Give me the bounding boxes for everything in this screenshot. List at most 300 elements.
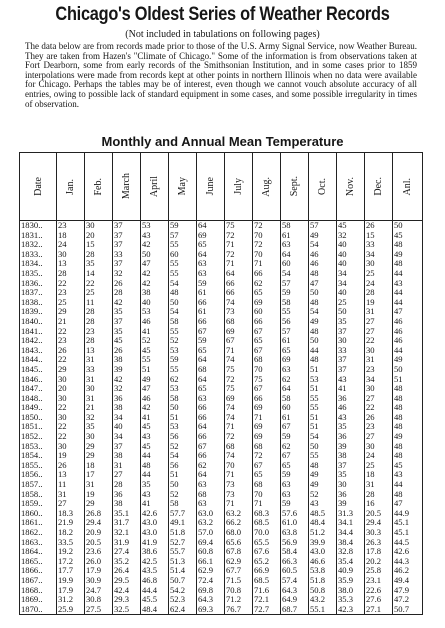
temperature-cell: 63.2 (225, 509, 253, 519)
temperature-cell: 57.6 (281, 509, 309, 519)
temperature-cell: 66 (197, 317, 225, 327)
temperature-cell: 39 (113, 365, 141, 375)
page-title: Chicago's Oldest Series of Weather Records (55, 4, 390, 25)
table-row (20, 336, 423, 346)
temperature-cell: 64 (197, 250, 225, 260)
temperature-cell: 30 (337, 480, 365, 490)
temperature-cell: 60.5 (281, 566, 309, 576)
temperature-cell: 69 (253, 298, 281, 308)
table-row (20, 240, 423, 250)
temperature-cell: 73 (225, 480, 253, 490)
temperature-cell: 66 (253, 269, 281, 279)
temperature-cell: 70 (253, 231, 281, 241)
temperature-cell: 33 (113, 250, 141, 260)
temperature-cell: 49 (393, 432, 423, 442)
temperature-cell: 27 (365, 394, 393, 404)
temperature-cell: 43 (393, 279, 423, 289)
column-header-label: Aug. (261, 176, 272, 197)
temperature-cell: 74 (225, 298, 253, 308)
temperature-cell: 68 (197, 490, 225, 500)
year-cell: 1849.. (20, 403, 57, 413)
temperature-cell: 66 (197, 298, 225, 308)
temperature-cell: 75 (225, 365, 253, 375)
temperature-cell: 48 (141, 461, 169, 471)
temperature-cell: 67 (225, 336, 253, 346)
temperature-cell: 34 (337, 279, 365, 289)
temperature-cell: 22 (57, 355, 85, 365)
temperature-cell: 66.2 (225, 518, 253, 528)
temperature-cell: 71 (225, 499, 253, 509)
temperature-cell: 37 (113, 221, 141, 231)
temperature-cell: 66 (253, 317, 281, 327)
temperature-cell: 42 (141, 269, 169, 279)
table-row (20, 221, 423, 231)
temperature-cell: 31 (57, 490, 85, 500)
temperature-cell: 50 (337, 307, 365, 317)
year-cell: 1858.. (20, 490, 57, 500)
temperature-cell: 65.5 (253, 538, 281, 548)
temperature-cell: 38 (113, 355, 141, 365)
year-cell: 1852.. (20, 432, 57, 442)
temperature-cell: 71 (225, 259, 253, 269)
year-cell: 1865.. (20, 557, 57, 567)
temperature-cell: 58.4 (281, 547, 309, 557)
temperature-cell: 22 (365, 336, 393, 346)
column-header (113, 153, 141, 221)
temperature-cell: 37 (337, 327, 365, 337)
temperature-cell: 28 (85, 336, 113, 346)
temperature-cell: 43 (141, 432, 169, 442)
temperature-cell: 36 (337, 490, 365, 500)
temperature-cell: 32.5 (113, 605, 141, 615)
year-cell: 1843.. (20, 346, 57, 356)
temperature-cell: 43.5 (141, 566, 169, 576)
temperature-cell: 21 (57, 317, 85, 327)
temperature-cell: 65 (253, 336, 281, 346)
temperature-cell: 71.5 (225, 576, 253, 586)
table-row (20, 422, 423, 432)
temperature-cell: 59 (169, 355, 197, 365)
temperature-cell: 27 (365, 317, 393, 327)
temperature-cell: 72.4 (197, 576, 225, 586)
temperature-cell: 48 (393, 490, 423, 500)
temperature-cell: 30 (57, 250, 85, 260)
table-row (20, 355, 423, 365)
temperature-cell: 43 (309, 499, 337, 509)
column-header (225, 153, 253, 221)
temperature-cell: 53 (141, 221, 169, 231)
temperature-cell: 51.8 (309, 576, 337, 586)
temperature-cell: 48.5 (309, 509, 337, 519)
temperature-cell: 18 (365, 470, 393, 480)
temperature-cell: 45 (337, 221, 365, 231)
year-cell: 1837.. (20, 288, 57, 298)
temperature-cell: 48 (393, 422, 423, 432)
temperature-cell: 62 (281, 375, 309, 385)
temperature-cell: 28 (85, 250, 113, 260)
temperature-cell: 63 (197, 269, 225, 279)
temperature-cell: 34 (337, 269, 365, 279)
temperature-cell: 25 (365, 461, 393, 471)
temperature-cell: 66.3 (281, 557, 309, 567)
temperature-cell: 52.3 (169, 595, 197, 605)
temperature-cell: 52 (169, 442, 197, 452)
temperature-cell: 22.6 (365, 586, 393, 596)
table-row (20, 470, 423, 480)
temperature-cell: 62.9 (225, 557, 253, 567)
temperature-cell: 68.5 (253, 518, 281, 528)
year-cell: 1845.. (20, 365, 57, 375)
temperature-cell: 33.5 (57, 538, 85, 548)
temperature-cell: 11 (85, 298, 113, 308)
temperature-cell: 61 (281, 336, 309, 346)
temperature-cell: 21.9 (57, 518, 85, 528)
temperature-cell: 61 (197, 288, 225, 298)
temperature-cell: 43 (141, 490, 169, 500)
temperature-cell: 35 (113, 327, 141, 337)
temperature-cell: 59 (281, 288, 309, 298)
temperature-cell: 57 (281, 327, 309, 337)
temperature-cell: 57.4 (281, 576, 309, 586)
table-row (20, 307, 423, 317)
temperature-cell: 36 (337, 432, 365, 442)
temperature-cell: 50.7 (169, 576, 197, 586)
temperature-cell: 15 (365, 231, 393, 241)
temperature-cell: 23 (57, 221, 85, 231)
year-cell: 1848.. (20, 394, 57, 404)
temperature-cell: 28 (113, 480, 141, 490)
temperature-cell: 13 (57, 470, 85, 480)
temperature-cell: 70 (253, 490, 281, 500)
temperature-cell: 31 (85, 394, 113, 404)
temperature-cell: 51 (309, 413, 337, 423)
temperature-cell: 74 (225, 451, 253, 461)
temperature-cell: 22 (57, 327, 85, 337)
table-row (20, 605, 423, 615)
temperature-cell: 25 (57, 298, 85, 308)
temperature-cell: 73 (225, 307, 253, 317)
temperature-cell: 37 (113, 259, 141, 269)
temperature-cell: 57 (309, 221, 337, 231)
temperature-cell: 51 (309, 422, 337, 432)
temperature-cell: 19.2 (57, 547, 85, 557)
year-cell: 1855.. (20, 461, 57, 471)
temperature-cell: 74 (225, 355, 253, 365)
column-header-label: Date (32, 177, 44, 196)
temperature-cell: 19.9 (57, 576, 85, 586)
temperature-cell: 37 (337, 461, 365, 471)
temperature-cell: 50 (309, 442, 337, 452)
temperature-cell: 60.8 (197, 547, 225, 557)
temperature-cell: 35.1 (113, 509, 141, 519)
temperature-cell: 46 (393, 317, 423, 327)
temperature-cell: 51 (169, 413, 197, 423)
table-row (20, 375, 423, 385)
temperature-cell: 50 (309, 288, 337, 298)
temperature-cell: 29.3 (113, 595, 141, 605)
table-row (20, 298, 423, 308)
temperature-cell: 24 (57, 240, 85, 250)
temperature-cell: 64 (281, 250, 309, 260)
temperature-cell: 30 (337, 336, 365, 346)
table-row (20, 451, 423, 461)
temperature-cell: 23 (57, 336, 85, 346)
temperature-cell: 26.0 (85, 557, 113, 567)
temperature-cell: 18 (57, 231, 85, 241)
column-header-label: June (205, 177, 216, 196)
temperature-cell: 29 (85, 442, 113, 452)
temperature-cell: 72.1 (253, 595, 281, 605)
temperature-cell: 34.1 (337, 518, 365, 528)
temperature-cell: 67 (281, 422, 309, 432)
temperature-cell: 26 (365, 413, 393, 423)
temperature-cell: 65.2 (253, 557, 281, 567)
temperature-cell: 55.1 (309, 605, 337, 615)
temperature-cell: 50 (141, 250, 169, 260)
temperature-cell: 44.4 (141, 586, 169, 596)
temperature-cell: 35.9 (337, 576, 365, 586)
temperature-cell: 46.8 (141, 576, 169, 586)
temperature-cell: 29.4 (365, 518, 393, 528)
temperature-cell: 48 (393, 394, 423, 404)
temperature-cell: 52 (169, 336, 197, 346)
temperature-cell: 34 (113, 413, 141, 423)
table-row (20, 509, 423, 519)
temperature-cell: 72 (253, 451, 281, 461)
temperature-cell: 49 (393, 250, 423, 260)
temperature-cell: 48 (393, 259, 423, 269)
column-header-label: Dec. (373, 177, 384, 196)
temperature-cell: 26 (57, 461, 85, 471)
temperature-cell: 42.6 (141, 509, 169, 519)
temperature-cell: 31.2 (57, 595, 85, 605)
table-row (20, 538, 423, 548)
temperature-cell: 71 (253, 499, 281, 509)
temperature-cell: 44 (141, 470, 169, 480)
temperature-cell: 31 (85, 375, 113, 385)
table-row (20, 394, 423, 404)
temperature-cell: 71.6 (253, 586, 281, 596)
temperature-cell: 31 (113, 461, 141, 471)
temperature-cell: 42 (141, 403, 169, 413)
temperature-cell: 27.1 (365, 605, 393, 615)
temperature-cell: 55 (169, 240, 197, 250)
temperature-cell: 62 (281, 442, 309, 452)
temperature-cell: 63 (281, 490, 309, 500)
temperature-cell: 37 (113, 317, 141, 327)
section-title: Monthly and Annual Mean Temperature (101, 134, 344, 149)
temperature-cell: 53 (141, 307, 169, 317)
temperature-cell: 31 (365, 355, 393, 365)
temperature-cell: 67 (253, 327, 281, 337)
temperature-cell: 64 (197, 375, 225, 385)
temperature-cell: 38.0 (337, 586, 365, 596)
temperature-cell: 42 (141, 279, 169, 289)
temperature-cell: 53 (169, 422, 197, 432)
intro-paragraph: The data below are from records made prior to those of the U.S. Army Signal Service, now Weather Bureau. They are taken from Hazen's "Climate of Chicago." Some of the information is from observations taken at Fort Dearborn, some from early records of the Smithsonian Institution, and in some cases prior to 1859 interpolations were made from records kept at other points in northern Illinois when no data were available for Chicago. Perhaps the tables may be of interest, even though we cannot vouch absolute accuracy of all entries, owing to possible lack of standard equipment in some cases, and some possible irregularity in times of observation. (25, 41, 417, 109)
temperature-cell: 34 (365, 250, 393, 260)
temperature-cell: 35.2 (113, 557, 141, 567)
temperature-cell: 37 (113, 240, 141, 250)
temperature-cell: 63 (197, 499, 225, 509)
temperature-cell: 38 (113, 499, 141, 509)
temperature-cell: 39 (337, 442, 365, 452)
temperature-cell: 44 (309, 346, 337, 356)
temperature-cell: 68 (225, 442, 253, 452)
temperature-cell: 65 (197, 384, 225, 394)
year-cell: 1861.. (20, 518, 57, 528)
table-row (20, 557, 423, 567)
temperature-cell: 22 (365, 403, 393, 413)
temperature-cell: 23 (85, 327, 113, 337)
temperature-cell: 32 (337, 231, 365, 241)
column-header (253, 153, 281, 221)
temperature-cell: 41 (141, 413, 169, 423)
temperature-cell: 64 (225, 269, 253, 279)
column-header-label: May (177, 177, 188, 196)
temperature-cell: 50.7 (393, 605, 423, 615)
temperature-cell: 37 (337, 365, 365, 375)
temperature-cell: 28 (365, 288, 393, 298)
temperature-cell: 69 (253, 403, 281, 413)
temperature-cell: 47.2 (393, 595, 423, 605)
table-row (20, 547, 423, 557)
temperature-cell: 46 (337, 403, 365, 413)
temperature-cell: 43 (337, 375, 365, 385)
temperature-cell: 58 (281, 394, 309, 404)
column-header-label: Feb. (93, 177, 104, 196)
temperature-cell: 65 (281, 346, 309, 356)
temperature-cell: 54 (309, 307, 337, 317)
temperature-cell: 41 (141, 327, 169, 337)
temperature-cell: 46 (309, 259, 337, 269)
table-row (20, 365, 423, 375)
temperature-cell: 22 (57, 422, 85, 432)
temperature-cell: 18.2 (57, 528, 85, 538)
temperature-cell: 68 (253, 480, 281, 490)
temperature-cell: 64 (197, 422, 225, 432)
temperature-cell: 63 (197, 480, 225, 490)
temperature-cell: 43.0 (309, 547, 337, 557)
temperature-cell: 51.4 (169, 566, 197, 576)
page-subtitle: (Not included in tabulations on following pages) (125, 29, 320, 40)
temperature-cell: 28 (365, 490, 393, 500)
temperature-cell: 36 (113, 394, 141, 404)
temperature-cell: 46 (393, 336, 423, 346)
temperature-cell: 31 (365, 307, 393, 317)
column-header-label: March (121, 173, 132, 200)
temperature-cell: 69.3 (197, 605, 225, 615)
temperature-cell: 19 (57, 451, 85, 461)
temperature-cell: 59 (169, 221, 197, 231)
temperature-cell: 29.4 (85, 518, 113, 528)
temperature-cell: 63.8 (281, 528, 309, 538)
temperature-cell: 25 (337, 298, 365, 308)
temperature-cell: 57 (281, 279, 309, 289)
temperature-cell: 56 (169, 461, 197, 471)
temperature-cell: 42 (113, 298, 141, 308)
temperature-cell: 29 (85, 499, 113, 509)
temperature-cell: 23.6 (85, 547, 113, 557)
temperature-cell: 66.1 (197, 557, 225, 567)
temperature-cell: 49 (141, 375, 169, 385)
temperature-cell: 59 (197, 336, 225, 346)
temperature-cell: 23.1 (365, 576, 393, 586)
year-cell: 1862.. (20, 528, 57, 538)
temperature-cell: 35 (337, 470, 365, 480)
temperature-cell: 67 (253, 461, 281, 471)
column-header-label: Anl. (402, 177, 413, 196)
temperature-cell: 71 (253, 259, 281, 269)
temperature-cell: 54 (309, 432, 337, 442)
temperature-cell: 50 (309, 336, 337, 346)
temperature-cell: 32.8 (337, 547, 365, 557)
temperature-cell: 69 (253, 432, 281, 442)
column-header (309, 153, 337, 221)
year-cell: 1860.. (20, 509, 57, 519)
temperature-cell: 40 (337, 259, 365, 269)
table-row (20, 413, 423, 423)
column-header-label: Nov. (345, 176, 356, 197)
year-cell: 1854.. (20, 451, 57, 461)
temperature-cell: 24.7 (85, 586, 113, 596)
temperature-cell: 72 (225, 231, 253, 241)
temperature-cell: 38 (113, 403, 141, 413)
temperature-cell: 30 (57, 442, 85, 452)
temperature-cell: 64 (197, 221, 225, 231)
temperature-cell: 38 (337, 451, 365, 461)
temperature-cell: 51 (309, 384, 337, 394)
temperature-cell: 69 (225, 394, 253, 404)
temperature-cell: 68 (197, 365, 225, 375)
temperature-cell: 60 (281, 403, 309, 413)
temperature-cell: 29 (57, 307, 85, 317)
year-cell: 1864.. (20, 547, 57, 557)
temperature-cell: 38 (141, 288, 169, 298)
temperature-cell: 44 (393, 288, 423, 298)
temperature-cell: 22 (85, 279, 113, 289)
temperature-cell: 64.9 (281, 595, 309, 605)
temperature-cell: 49.4 (393, 576, 423, 586)
temperature-cell: 67.7 (225, 566, 253, 576)
temperature-cell: 30 (365, 384, 393, 394)
temperature-cell: 47 (393, 499, 423, 509)
temperature-cell: 65 (253, 288, 281, 298)
temperature-cell: 11 (57, 480, 85, 490)
year-cell: 1866.. (20, 566, 57, 576)
temperature-cell: 55 (169, 327, 197, 337)
temperature-cell: 40 (337, 250, 365, 260)
temperature-cell: 31.7 (113, 518, 141, 528)
temperature-cell: 62 (197, 461, 225, 471)
column-header (281, 153, 309, 221)
temperature-cell: 52 (169, 490, 197, 500)
temperature-cell: 63.0 (197, 509, 225, 519)
temperature-cell: 69 (253, 422, 281, 432)
temperature-cell: 54 (169, 279, 197, 289)
temperature-cell: 51 (141, 365, 169, 375)
column-header (393, 153, 423, 221)
temperature-cell: 43 (393, 470, 423, 480)
year-cell: 1844.. (20, 355, 57, 365)
temperature-cell: 72 (225, 375, 253, 385)
temperature-cell: 17.7 (57, 566, 85, 576)
temperature-cell: 24 (365, 279, 393, 289)
year-cell: 1863.. (20, 538, 57, 548)
temperature-cell: 66 (225, 279, 253, 289)
temperature-cell: 70 (225, 461, 253, 471)
temperature-cell: 34 (113, 432, 141, 442)
